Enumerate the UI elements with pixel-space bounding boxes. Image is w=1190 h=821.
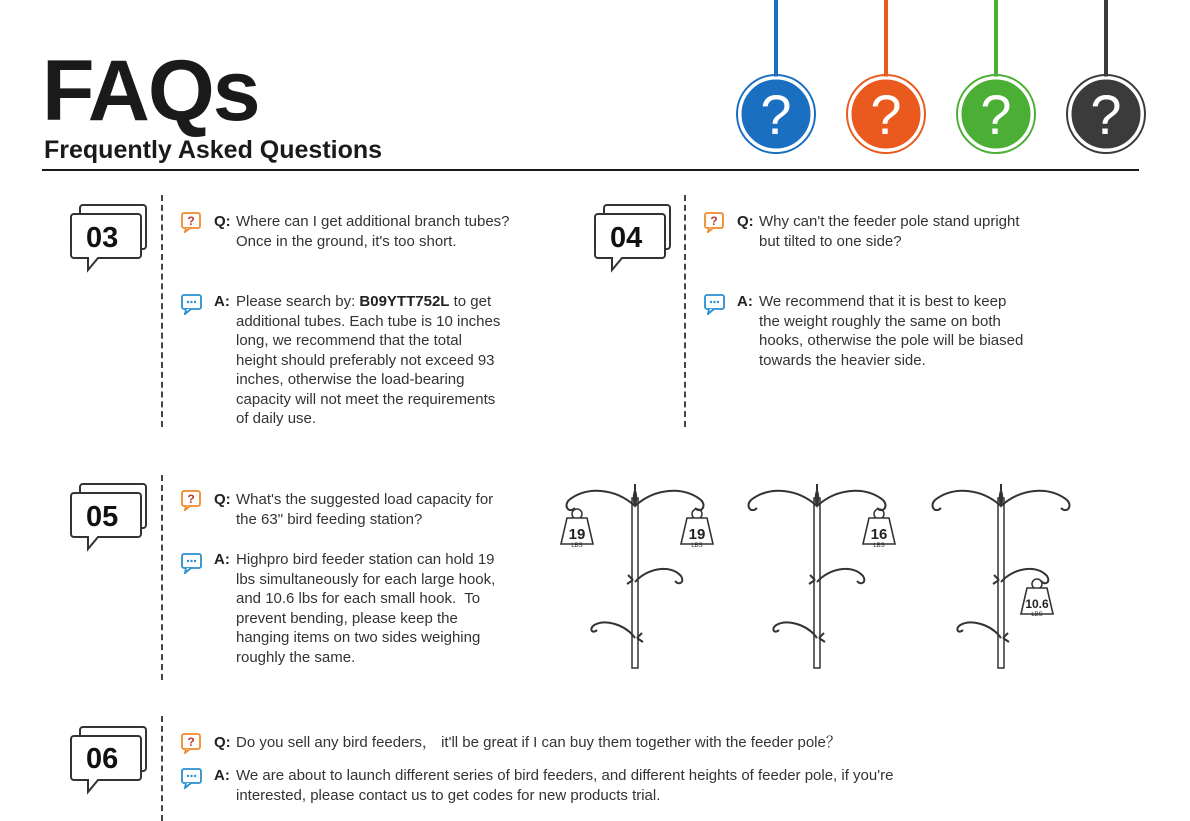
svg-text:?: ? bbox=[760, 83, 792, 146]
feeder-poles-illustration bbox=[555, 478, 1075, 678]
faq-question: Why can't the feeder pole stand upright but tilted to one side? bbox=[759, 213, 1020, 250]
a-label: A: bbox=[737, 293, 753, 310]
page-subtitle: Frequently Asked Questions bbox=[44, 136, 383, 164]
faq-number: 03 bbox=[86, 222, 119, 254]
header-divider bbox=[42, 169, 1139, 171]
orange-question-icon bbox=[847, 0, 925, 153]
green-question-icon bbox=[957, 0, 1035, 153]
answer-chat-icon bbox=[180, 767, 204, 789]
weight-unit: LBS bbox=[691, 543, 703, 549]
faq-answer: Highpro bird feeder station can hold 19 lbs simultaneously for each large hook, and 10.6 lbs for each small hook. To prevent bending, please keep the hanging items on two sides weighing roughly the same. bbox=[236, 551, 496, 666]
question-icon bbox=[180, 489, 202, 511]
weight-unit: LBS bbox=[873, 543, 885, 549]
answer-rest: to get bbox=[449, 293, 492, 310]
answer-lead: Please search by: bbox=[236, 293, 360, 310]
feeder-pole-1 bbox=[561, 484, 713, 668]
svg-text:?: ? bbox=[1090, 83, 1122, 146]
weight-label-small: 10.6 bbox=[1025, 597, 1049, 611]
dashed-divider bbox=[161, 195, 163, 427]
weight-unit: LBS bbox=[571, 543, 583, 549]
product-code: B09YTT752L bbox=[359, 293, 450, 310]
question-icon bbox=[703, 211, 725, 233]
q-label: Q: bbox=[214, 491, 231, 508]
a-label: A: bbox=[214, 767, 230, 784]
question-icon bbox=[180, 732, 202, 754]
q-label: Q: bbox=[214, 734, 231, 751]
answer-chat-icon bbox=[703, 293, 727, 315]
feeder-pole-2 bbox=[749, 484, 895, 668]
feeder-pole-3 bbox=[933, 484, 1070, 668]
svg-text:?: ? bbox=[980, 83, 1012, 146]
question-icon bbox=[180, 211, 202, 233]
svg-text:?: ? bbox=[710, 214, 718, 228]
weight-label-large-right: 16 bbox=[870, 526, 888, 543]
faq-answer-first-line bbox=[236, 292, 491, 312]
faq-answer: We are about to launch different series of bird feeders, and different heights of feeder pole, if you're interested, please contact us to get codes for new products trial. bbox=[236, 767, 894, 804]
faq-answer: additional tubes. Each tube is 10 inches long, we recommend that the total height should preferably not exceed 93 inches, otherwise the load-bearing capacity will not meet the requirements of daily use. bbox=[236, 312, 501, 427]
faq-question: Do you sell any bird feeders， it'll be great if I can buy them together with the feeder pole？ bbox=[236, 734, 841, 751]
dashed-divider bbox=[684, 195, 686, 427]
weight-label-large-left: 19 bbox=[568, 526, 586, 543]
faq-answer: We recommend that it is best to keep the weight roughly the same on both hooks, otherwise the pole will be biased towards the heavier side. bbox=[759, 293, 1024, 369]
faq-number: 06 bbox=[86, 743, 119, 775]
dashed-divider bbox=[161, 716, 163, 821]
svg-text:?: ? bbox=[187, 214, 195, 228]
page-title: FAQs bbox=[42, 43, 259, 139]
svg-text:?: ? bbox=[187, 735, 195, 749]
weight-unit: LBS bbox=[1031, 612, 1043, 618]
dark-question-icon bbox=[1067, 0, 1145, 153]
faq-question: What's the suggested load capacity for the 63" bird feeding station? bbox=[236, 491, 494, 528]
q-label: Q: bbox=[737, 213, 754, 230]
answer-chat-icon bbox=[180, 552, 204, 574]
dashed-divider bbox=[161, 475, 163, 680]
faq-question: Where can I get additional branch tubes? Once in the ground, it's too short. bbox=[236, 213, 510, 250]
weight-label-large-right: 19 bbox=[688, 526, 706, 543]
svg-text:?: ? bbox=[187, 492, 195, 506]
svg-text:?: ? bbox=[870, 83, 902, 146]
faq-number: 04 bbox=[610, 222, 643, 254]
a-label: A: bbox=[214, 551, 230, 568]
faq-number: 05 bbox=[86, 501, 119, 533]
q-label: Q: bbox=[214, 213, 231, 230]
blue-question-icon bbox=[737, 0, 815, 153]
a-label: A: bbox=[214, 293, 230, 310]
answer-chat-icon bbox=[180, 293, 204, 315]
question-badges bbox=[730, 0, 1160, 160]
